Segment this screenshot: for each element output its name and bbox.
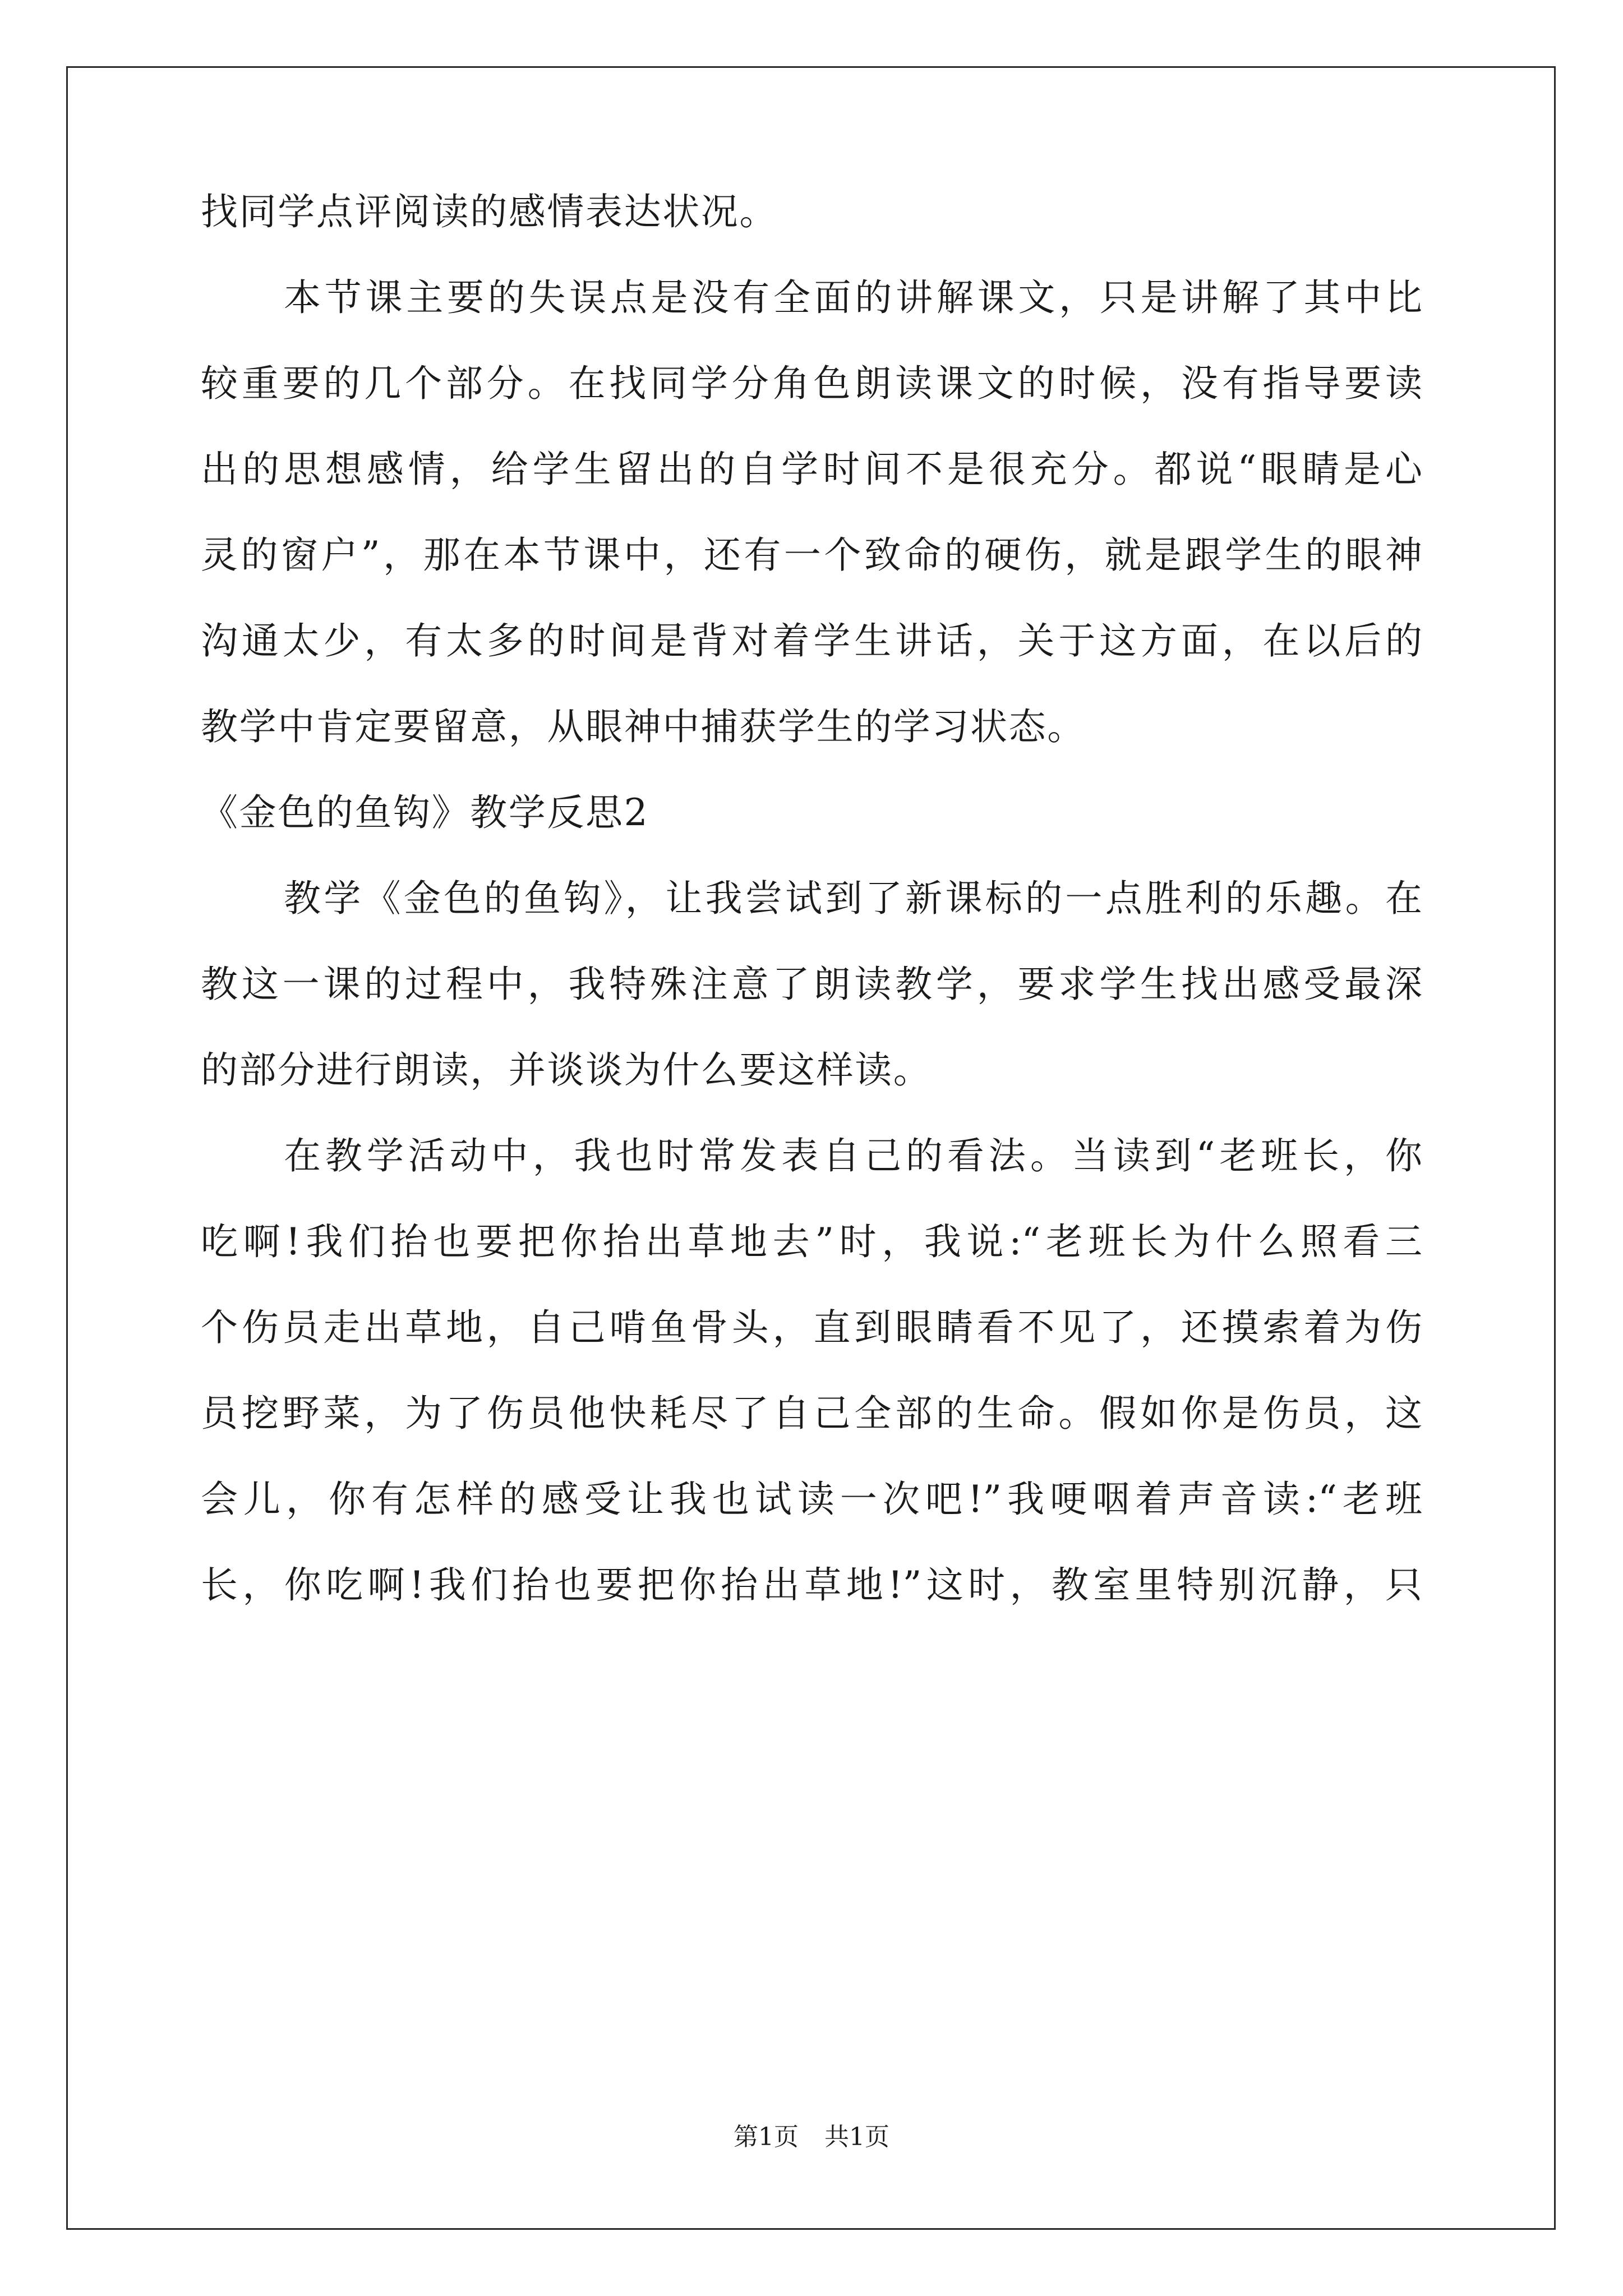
text-line: 教学中肯定要留意，从眼神中捕获学生的学习状态。 xyxy=(201,705,1086,748)
text-line: 的部分进行朗读，并谈谈为什么要这样读。 xyxy=(201,1048,932,1092)
text-line: 会儿，你有怎样的感受让我也试读一次吧!”我哽咽着声音读:“老班 xyxy=(201,1478,1422,1521)
page-footer xyxy=(0,2125,1623,2150)
section-heading: 《金色的鱼钩》教学反思2 xyxy=(201,791,649,834)
text-line: 教这一课的过程中，我特殊注意了朗读教学，要求学生找出感受最深 xyxy=(201,963,1422,1006)
text-line: 长，你吃啊!我们抬也要把你抬出草地!”这时，教室里特别沉静，只 xyxy=(201,1563,1422,1607)
page-total: 共1页 xyxy=(824,2123,889,2151)
text-line: 较重要的几个部分。在找同学分角色朗读课文的时候，没有指导要读 xyxy=(201,362,1422,405)
document-body xyxy=(201,190,1422,1653)
text-line: 灵的窗户”，那在本节课中，还有一个致命的硬伤，就是跟学生的眼神 xyxy=(201,533,1422,577)
text-line: 个伤员走出草地，自己啃鱼骨头，直到眼睛看不见了，还摸索着为伤 xyxy=(201,1306,1422,1349)
text-line: 教学《金色的鱼钩》，让我尝试到了新课标的一点胜利的乐趣。在 xyxy=(284,877,1422,920)
text-line: 员挖野菜，为了伤员他快耗尽了自己全部的生命。假如你是伤员，这 xyxy=(201,1392,1422,1435)
text-line: 沟通太少，有太多的时间是背对着学生讲话，关于这方面，在以后的 xyxy=(201,619,1422,662)
text-line: 在教学活动中，我也时常发表自己的看法。当读到“老班长，你 xyxy=(284,1134,1422,1177)
text-line: 出的思想感情，给学生留出的自学时间不是很充分。都说“眼睛是心 xyxy=(201,448,1422,491)
text-line: 本节课主要的失误点是没有全面的讲解课文，只是讲解了其中比 xyxy=(284,276,1422,319)
text-line: 吃啊!我们抬也要把你抬出草地去”时，我说:“老班长为什么照看三 xyxy=(201,1220,1422,1263)
page-number: 第1页 xyxy=(734,2123,799,2151)
text-line: 找同学点评阅读的感情表达状况。 xyxy=(201,190,778,233)
